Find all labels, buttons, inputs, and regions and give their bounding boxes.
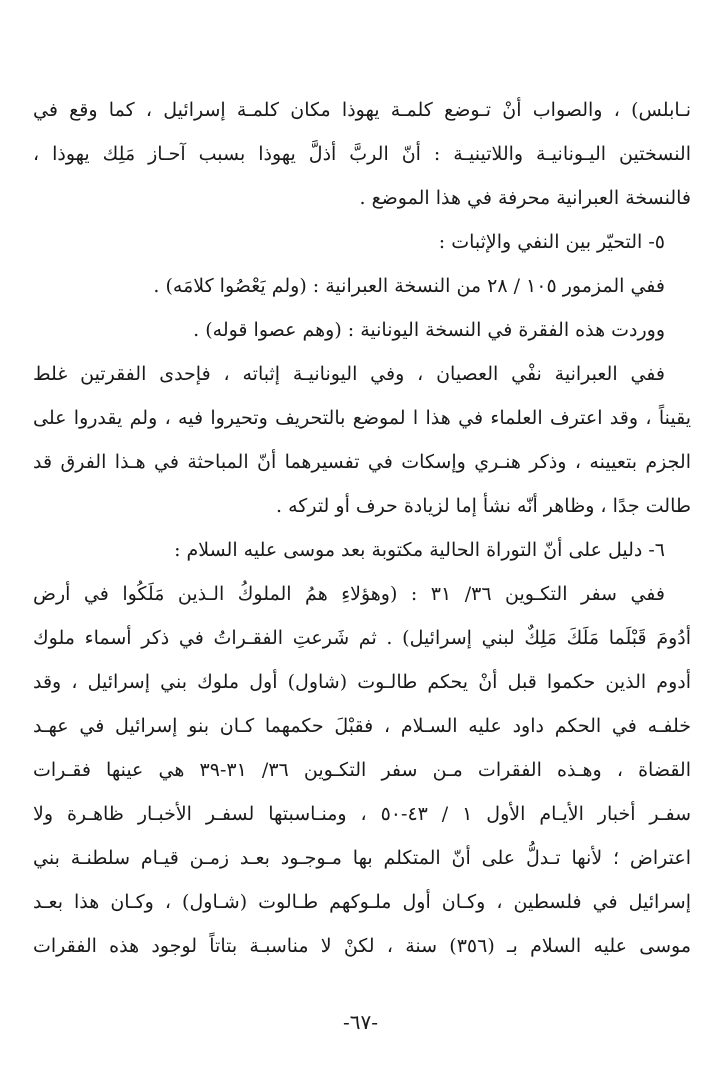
text-line: يقيناً ، وقد اعترف العلماء في هذا ا لموضع بالتحريف وتحيروا فيه ، ولم يقدروا على: [33, 407, 691, 429]
text-line: ووردت هذه الفقرة في النسخة اليونانية : (وهم عصوا قوله) .: [193, 319, 665, 341]
text-line: ففي المزمور ١٠٥ / ٢٨ من النسخة العبرانية : (ولم يَعْصُوا كلامَه) .: [153, 275, 665, 297]
text-line: النسختين اليـونانيـة واللاتينيـة : أنّ الربَّ أذلَّ يهوذا بسبب آحـاز مَلِك يهوذا ،: [33, 143, 691, 165]
page-body: [33, 88, 691, 968]
text-line: طالت جدًا ، وظاهر أنّه نشأ إما لزيادة حرف أو لتركه .: [276, 495, 691, 517]
text-line: خلفـه في الحكم داود عليه السـلام ، فقبْلَ حكمهما كـان بنو إسرائيل في عهـد: [33, 715, 691, 737]
text-line: أدُومَ قَبْلَما مَلَكَ مَلِكٌ لبني إسرائيل) . ثم شَرعتِ الفقـراتُ في ذكر أسماء ملوك: [33, 627, 691, 649]
text-line: اعتراض ؛ لأنها تـدلُّ على أنّ المتكلم بها مـوجـود بعـد زمـن قيـام سلطنـة بني: [33, 847, 691, 869]
text-line: موسى عليه السلام بـ (٣٥٦) سنة ، لكنْ لا مناسبـة بتاتاً لوجود هذه الفقرات: [33, 935, 691, 957]
text-line: فالنسخة العبرانية محرفة في هذا الموضع .: [359, 187, 691, 209]
page-number: -٦٧-: [342, 1010, 378, 1034]
text-line: سفـر أخبار الأيـام الأول ١ / ٤٣-٥٠ ، ومنـاسبتها لسفـر الأخبـار ظاهـرة ولا: [33, 803, 691, 825]
text-line: ففي سفر التكـوين ٣٦/ ٣١ : (وهؤلاءِ همُ الملوكُ الـذين مَلَكُوا في أرض: [33, 583, 666, 605]
text-line: الجزم بتعيينه ، وذكر هنـري وإسكات في تفسيرهما أنّ المباحثة في هـذا الفرق قد: [33, 451, 691, 473]
section-heading-6: ٦- دليل على أنّ التوراة الحالية مكتوبة بعد موسى عليه السلام :: [174, 539, 665, 561]
text-line: القضاة ، وهـذه الفقرات مـن سفر التكـوين ٣٦/ ٣١-٣٩ هي عينها فقـرات: [33, 759, 691, 781]
text-line: نـابلس) ، والصواب أنْ تـوضع كلمـة يهوذا مكان كلمـة إسرائيل ، كما وقع في: [33, 99, 691, 121]
section-heading-5: ٥- التحيّر بين النفي والإثبات :: [438, 231, 665, 253]
text-line: إسرائيل في فلسطين ، وكـان أول ملـوكهم طـالوت (شـاول) ، وكـان هذا بعـد: [33, 891, 691, 913]
text-line: أدوم الذين حكموا قبل أنْ يحكم طالـوت (شاول) أول ملوك بني إسرائيل ، وقد: [33, 671, 691, 693]
text-line: ففي العبرانية نفْي العصيان ، وفي اليونانيـة إثباته ، فإحدى الفقرتين غلط: [33, 363, 665, 385]
